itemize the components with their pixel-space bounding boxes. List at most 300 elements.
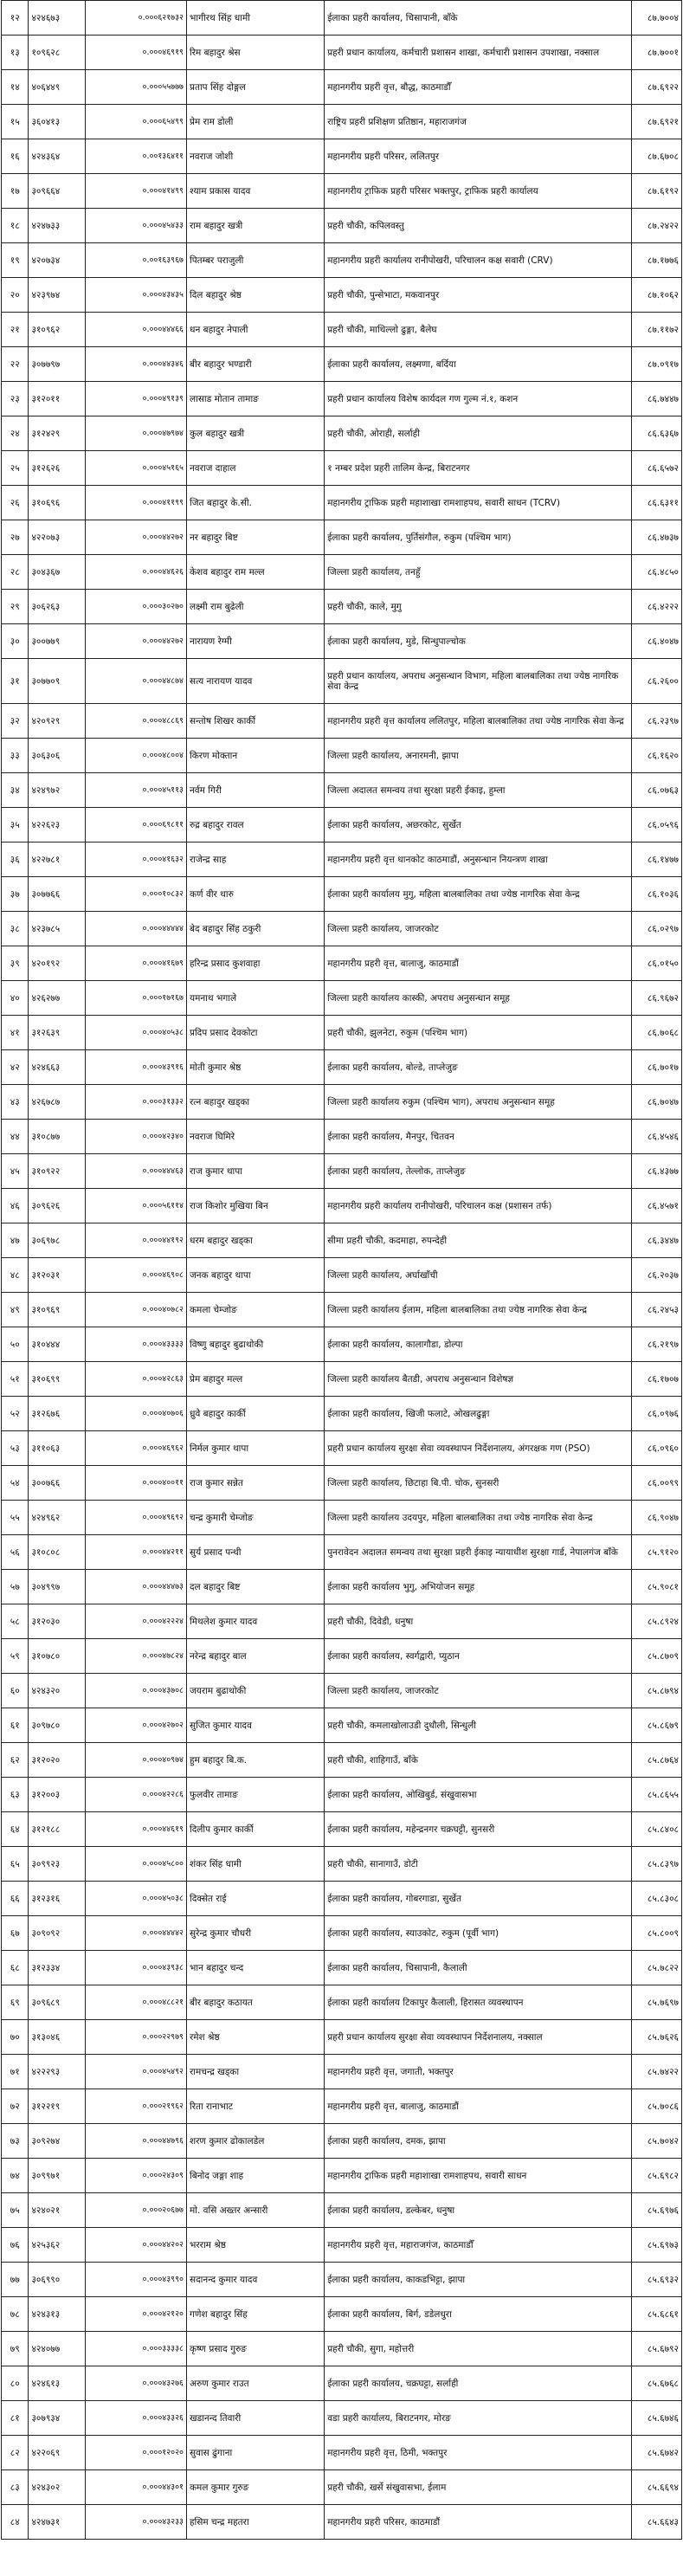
office-cell: जिल्ला प्रहरी कार्यालय ईलाम, महिला बालबालिका तथा ज्येष्ठ नागरिक सेवा केन्द्र (325, 1293, 632, 1327)
name-cell: सन्तोष शिखर कार्की (186, 704, 324, 739)
percentage-cell: ८७.१७७६ (632, 243, 682, 278)
office-cell: ईलाका प्रहरी कार्यालय, कालागौडा, डोल्पा (325, 1327, 632, 1362)
serial-number-cell: ३५ (2, 808, 29, 843)
name-cell: ध्रुवे बहादुर कार्की (186, 1397, 324, 1431)
name-cell: खडानन्द तिवारी (186, 2401, 324, 2436)
serial-number-cell: ४० (2, 981, 29, 1016)
name-cell: हरिन्द्र प्रसाद कुशवाहा (186, 946, 324, 981)
percentage-cell: ८५.९०८१ (632, 1570, 682, 1604)
table-row (2, 1223, 682, 1258)
office-cell: महानगरीय प्रहरी परिसर, काठमाडौं (325, 2505, 632, 2540)
serial-number-cell: ८४ (2, 2505, 29, 2540)
office-cell: प्रहरी चौकी, कपिलवस्तु (325, 209, 632, 243)
score-code-cell: ०.०००४७९७४ (86, 416, 187, 451)
serial-number-cell: ६१ (2, 1708, 29, 1743)
percentage-cell: ८६.३४४७ (632, 1223, 682, 1258)
serial-number-cell: ७३ (2, 2124, 29, 2159)
employee-id-cell: ३१२६३९ (29, 1016, 86, 1050)
results-table (1, 0, 682, 2540)
name-cell: शंकर सिंह धामी (186, 1847, 324, 1882)
serial-number-cell: ३८ (2, 912, 29, 946)
table-row (2, 773, 682, 808)
serial-number-cell: ५३ (2, 1431, 29, 1466)
score-code-cell: ०.०००४६९६२ (86, 1431, 187, 1466)
name-cell: जनक बहादुर थापा (186, 1258, 324, 1293)
score-code-cell: ०.०००४५१६५ (86, 451, 187, 486)
name-cell: नवराज घिमिरे (186, 1120, 324, 1154)
office-cell: प्रहरी प्रधान कार्यालय, अपराध अनुसन्धान विभाग, महिला बालबालिका तथा ज्येष्ठ नागरिक सेवा केन्द्र (325, 659, 632, 704)
table-row (2, 70, 682, 105)
serial-number-cell: ४३ (2, 1085, 29, 1120)
office-cell: १ नम्बर प्रदेश प्रहरी तालिम केन्द्र, बिराटनगर (325, 451, 632, 486)
office-cell: जिल्ला प्रहरी कार्यालय, छिटाहा बि.पी. चोक, सुनसरी (325, 1466, 632, 1501)
score-code-cell: ०.०००१७१६७ (86, 981, 187, 1016)
score-code-cell: ०.०००४५०३८ (86, 1882, 187, 1916)
table-row (2, 1466, 682, 1501)
employee-id-cell: ३०९६८९ (29, 1985, 86, 2020)
name-cell: धन बहादुर नेपाली (186, 313, 324, 347)
office-cell: ईलाका प्रहरी कार्यालय, पुर्तिसंगौल, रुकुम (पश्चिम भाग) (325, 520, 632, 555)
percentage-cell: ८५.६८६१ (632, 2297, 682, 2332)
serial-number-cell: ४५ (2, 1154, 29, 1189)
name-cell: दिलीप कुमार कार्की (186, 1812, 324, 1847)
office-cell: ईलाका प्रहरी कार्यालय मुगु, महिला बालबालिका तथा ज्येष्ठ नागरिक सेवा केन्द्र (325, 877, 632, 912)
name-cell: नवराज जोशी (186, 139, 324, 174)
table-row (2, 1708, 682, 1743)
percentage-cell: ८५.८३९७ (632, 1847, 682, 1882)
serial-number-cell: ४१ (2, 1016, 29, 1050)
percentage-cell: ८५.७०८६ (632, 2089, 682, 2124)
employee-id-cell: ३०४३६७ (29, 555, 86, 590)
percentage-cell: ८६.०५९६ (632, 808, 682, 843)
percentage-cell: ८५.७६२६ (632, 2020, 682, 2055)
employee-id-cell: ३०७७६६ (29, 877, 86, 912)
score-code-cell: ०.०००४४१९२ (86, 1223, 187, 1258)
office-cell: वडा प्रहरी कार्यालय, बिराटनगर, मोरङ (325, 2401, 632, 2436)
office-cell: ईलाका प्रहरी कार्यालय, खिजी फलाटे, ओखलढुङ्गा (325, 1397, 632, 1431)
name-cell: श्याम प्रकास यादव (186, 174, 324, 209)
score-code-cell: ०.०००४११९९ (86, 486, 187, 520)
score-code-cell: ०.०००४४७९६ (86, 2124, 187, 2159)
table-row (2, 1397, 682, 1431)
serial-number-cell: ४८ (2, 1258, 29, 1293)
percentage-cell: ८६.२०३७ (632, 1258, 682, 1293)
table-row (2, 704, 682, 739)
percentage-cell: ८५.८९२४ (632, 1604, 682, 1639)
table-row (2, 1535, 682, 1570)
score-code-cell: ०.०००४५११३ (86, 773, 187, 808)
percentage-cell: ८५.८००९ (632, 1916, 682, 1951)
score-code-cell: ०.०००४३९३८ (86, 1951, 187, 1985)
percentage-cell: ८६.२४५३ (632, 1293, 682, 1327)
name-cell: भरराम श्रेष्ठ (186, 2228, 324, 2263)
table-row (2, 382, 682, 416)
serial-number-cell: ७९ (2, 2332, 29, 2366)
office-cell: जिल्ला प्रहरी कार्यालय, जाजरकोट (325, 912, 632, 946)
name-cell: रामचन्द्र खड्का (186, 2055, 324, 2089)
table-row (2, 1327, 682, 1362)
employee-id-cell: ३१२४२९ (29, 416, 86, 451)
table-row (2, 1743, 682, 1778)
score-code-cell: ०.०००४४४४२ (86, 1916, 187, 1951)
name-cell: प्रताप सिंह दोङ्गल (186, 70, 324, 105)
name-cell: धरम बहादुर खड्का (186, 1223, 324, 1258)
score-code-cell: ०.०००४२२२४ (86, 1604, 187, 1639)
table-row (2, 451, 682, 486)
percentage-cell: ८७.२४२२ (632, 209, 682, 243)
table-row (2, 2297, 682, 2332)
name-cell: मो. वसि अख्तर अन्सारी (186, 2193, 324, 2228)
office-cell: जिल्ला प्रहरी कार्यालय, जाजरकोट (325, 1674, 632, 1708)
office-cell: ईलाका प्रहरी कार्यालय, बोल्डे, ताप्लेजुङ (325, 1050, 632, 1085)
employee-id-cell: ३६०४१३ (29, 105, 86, 139)
office-cell: महानगरीय प्रहरी वृत्त, जगाती, भक्तपुर (325, 2055, 632, 2089)
office-cell: प्रहरी चौकी, दिवेडी, धनुषा (325, 1604, 632, 1639)
serial-number-cell: १३ (2, 36, 29, 70)
score-code-cell: ०.०००६५४९९ (86, 105, 187, 139)
percentage-cell: ८६.००९९ (632, 1466, 682, 1501)
percentage-cell: ८५.६९३२ (632, 2263, 682, 2297)
office-cell: जिल्ला प्रहरी कार्यालय, अनारमनी, झापा (325, 739, 632, 773)
name-cell: सुर्य प्रसाद पन्थी (186, 1535, 324, 1570)
office-cell: ईलाका प्रहरी कार्यालय, दमक, झापा (325, 2124, 632, 2159)
score-code-cell: ०.०००४१६७९ (86, 946, 187, 981)
serial-number-cell: २८ (2, 555, 29, 590)
table-row (2, 2470, 682, 2505)
serial-number-cell: ८० (2, 2366, 29, 2401)
percentage-cell: ८६.२१९७ (632, 1327, 682, 1362)
employee-id-cell: ३०९६२६ (29, 1189, 86, 1223)
employee-id-cell: ४२२६२३ (29, 808, 86, 843)
office-cell: ईलाका प्रहरी कार्यालय, लक्ष्मणा, बर्दिया (325, 347, 632, 382)
score-code-cell: ०.०००४४६२६ (86, 555, 187, 590)
employee-id-cell: ३०९९७१ (29, 2159, 86, 2193)
percentage-cell: ८५.८७६४ (632, 1743, 682, 1778)
name-cell: हुम बहादुर बि.क. (186, 1743, 324, 1778)
employee-id-cell: ४२२७८१ (29, 843, 86, 877)
office-cell: प्रहरी चौकी, कमलाखोलाउडी दुधौली, सिन्धुली (325, 1708, 632, 1743)
serial-number-cell: २१ (2, 313, 29, 347)
serial-number-cell: ७० (2, 2020, 29, 2055)
name-cell: राजेन्द्र साह (186, 843, 324, 877)
table-row (2, 2228, 682, 2263)
office-cell: ईलाका प्रहरी कार्यालय, स्वर्गद्वारी, प्युठान (325, 1639, 632, 1674)
serial-number-cell: ६३ (2, 1778, 29, 1812)
office-cell: ईलाका प्रहरी कार्यालय, डल्केबर, धनुषा (325, 2193, 632, 2228)
percentage-cell: ८६.६५७२ (632, 451, 682, 486)
office-cell: ईलाका प्रहरी कार्यालय, महेन्द्रनगर चक्रघट्टी, सुनसरी (325, 1812, 632, 1847)
serial-number-cell: ४४ (2, 1120, 29, 1154)
employee-id-cell: ३१२६७६ (29, 1397, 86, 1431)
percentage-cell: ८६.१४७७ (632, 843, 682, 877)
table-row (2, 1847, 682, 1882)
score-code-cell: ०.०००४४२०२ (86, 2228, 187, 2263)
name-cell: बिनोद जङ्गा शाह (186, 2159, 324, 2193)
score-code-cell: ०.०००४०७०६ (86, 1397, 187, 1431)
name-cell: दिक्सेत राई (186, 1882, 324, 1916)
percentage-cell: ८५.६९८२ (632, 2159, 682, 2193)
score-code-cell: ०.०००४४३०१ (86, 2470, 187, 2505)
percentage-cell: ८५.८६७९ (632, 1708, 682, 1743)
table-row (2, 912, 682, 946)
office-cell: जिल्ला प्रहरी कार्यालय, तनहुँ (325, 555, 632, 590)
name-cell: जित बहादुर के.सी. (186, 486, 324, 520)
percentage-cell: ८५.८६५५ (632, 1778, 682, 1812)
office-cell: ईलाका प्रहरी कार्यालय, मुडे, सिन्धुपाल्चोक (325, 624, 632, 659)
score-code-cell: ०.०००४५४३३ (86, 209, 187, 243)
employee-id-cell: ३०४९९७ (29, 1570, 86, 1604)
office-cell: राष्ट्रिय प्रहरी प्रशिक्षण प्रतिष्ठान, महाराजगंज (325, 105, 632, 139)
serial-number-cell: ६६ (2, 1882, 29, 1916)
employee-id-cell: ३१०७८० (29, 1639, 86, 1674)
employee-id-cell: ४२४९६२ (29, 1501, 86, 1535)
serial-number-cell: ६९ (2, 1985, 29, 2020)
serial-number-cell: ८२ (2, 2436, 29, 2470)
percentage-cell: ८५.६६४३ (632, 2505, 682, 2540)
table-row (2, 1985, 682, 2020)
table-row (2, 1674, 682, 1708)
percentage-cell: ८५.६७९२ (632, 2332, 682, 2366)
office-cell: ईलाका प्रहरी कार्यालय, गोबरगाडा, सुर्खेत (325, 1882, 632, 1916)
name-cell: कृष्ण प्रसाद गुरुङ (186, 2332, 324, 2366)
serial-number-cell: १९ (2, 243, 29, 278)
table-row (2, 946, 682, 981)
office-cell: प्रहरी प्रधान कार्यालय, कर्मचारी प्रशासन शाखा, कर्मचारी प्रशासन उपशाखा, नक्साल (325, 36, 632, 70)
employee-id-cell: ४२६२७७ (29, 981, 86, 1016)
score-code-cell: ०.०००४४२७२ (86, 624, 187, 659)
percentage-cell: ८६.२३९७ (632, 704, 682, 739)
score-code-cell: ०.०००२२९७९ (86, 2020, 187, 2055)
table-row (2, 347, 682, 382)
percentage-cell: ८६.१७०७ (632, 1362, 682, 1397)
results-table-body (2, 1, 682, 2540)
serial-number-cell: ३० (2, 624, 29, 659)
name-cell: सत्य नारायण यादव (186, 659, 324, 704)
serial-number-cell: ३९ (2, 946, 29, 981)
table-row (2, 174, 682, 209)
office-cell: प्रहरी चौकी, सुगा, महोत्तरी (325, 2332, 632, 2366)
percentage-cell: ८६.०९७६ (632, 1397, 682, 1431)
office-cell: जिल्ला प्रहरी कार्यालय कास्की, अपराध अनुसन्धान समूह (325, 981, 632, 1016)
employee-id-cell: ४२४६१३ (29, 2366, 86, 2401)
percentage-cell: ८६.९०४७ (632, 1501, 682, 1535)
name-cell: पितम्बर पराजुली (186, 243, 324, 278)
percentage-cell: ८६.०१५० (632, 946, 682, 981)
serial-number-cell: ७८ (2, 2297, 29, 2332)
employee-id-cell: ४२६७८७ (29, 1085, 86, 1120)
name-cell: फुलवीर तामाङ (186, 1778, 324, 1812)
score-code-cell: ०.०००४४४७३ (86, 1570, 187, 1604)
name-cell: सदानन्द कुमार यादव (186, 2263, 324, 2297)
name-cell: दल बहादुर बिष्ट (186, 1570, 324, 1604)
office-cell: महानगरीय प्रहरी कार्यालय रानीपोखरी, परिचालन कक्ष (प्रशासन तर्फ) (325, 1189, 632, 1223)
percentage-cell: ८६.०९६० (632, 1431, 682, 1466)
score-code-cell: ०.०००४२७०२ (86, 1708, 187, 1743)
percentage-cell: ८७.११७२ (632, 313, 682, 347)
name-cell: अरुण कुमार राउत (186, 2366, 324, 2401)
office-cell: प्रहरी चौकी, पुन्सेभाटा, मकवानपुर (325, 278, 632, 313)
table-row (2, 36, 682, 70)
percentage-cell: ८६.७०४७ (632, 1085, 682, 1120)
percentage-cell: ८५.८३०८ (632, 1882, 682, 1916)
serial-number-cell: १२ (2, 1, 29, 36)
serial-number-cell: २६ (2, 486, 29, 520)
serial-number-cell: ६२ (2, 1743, 29, 1778)
employee-id-cell: ३०७७९७ (29, 347, 86, 382)
employee-id-cell: ३१०६९६ (29, 486, 86, 520)
serial-number-cell: २२ (2, 347, 29, 382)
employee-id-cell: ३१०९६९ (29, 1293, 86, 1327)
office-cell: प्रहरी चौकी, माथिल्लो ढुङ्गा, बैलेघ (325, 313, 632, 347)
office-cell: महानगरीय प्रहरी वृत्त धानकोट काठमाडौं, अनुसन्धान नियन्त्रण शाखा (325, 843, 632, 877)
score-code-cell: ०.०००५५७७७ (86, 70, 187, 105)
score-code-cell: ०.०००४३२३३ (86, 2505, 187, 2540)
office-cell: पुनरावेदन अदालत समन्वय तथा सुरक्षा प्रहरी ईकाइ न्यायाधीश सुरक्षा गार्ड, नेपालगंज बाँके (325, 1535, 632, 1570)
employee-id-cell: ३१२००३ (29, 1778, 86, 1812)
serial-number-cell: ५९ (2, 1639, 29, 1674)
employee-id-cell: ४२४३२० (29, 1674, 86, 1708)
employee-id-cell: ३१२०२० (29, 1743, 86, 1778)
score-code-cell: ०.०००४३७०८ (86, 1674, 187, 1708)
office-cell: प्रहरी प्रधान कार्यालय सुरक्षा सेवा व्यवस्थापन निर्देशनालय, नक्साल (325, 2020, 632, 2055)
serial-number-cell: ५० (2, 1327, 29, 1362)
serial-number-cell: १६ (2, 139, 29, 174)
table-row (2, 843, 682, 877)
percentage-cell: ८६.४२२२ (632, 590, 682, 624)
table-row (2, 590, 682, 624)
percentage-cell: ८६.४५४६ (632, 1120, 682, 1154)
table-row (2, 808, 682, 843)
name-cell: रमेश श्रेष्ठ (186, 2020, 324, 2055)
percentage-cell: ८६.७४४७ (632, 382, 682, 416)
table-row (2, 313, 682, 347)
employee-id-cell: ४२०७३४ (29, 243, 86, 278)
table-row (2, 1293, 682, 1327)
employee-id-cell: ४२४०२१ (29, 2193, 86, 2228)
employee-id-cell: ३०७९३४ (29, 2401, 86, 2436)
score-code-cell: ०.००१३६४११ (86, 139, 187, 174)
employee-id-cell: ३१०८७७ (29, 1120, 86, 1154)
percentage-cell: ८६.२६०० (632, 659, 682, 704)
serial-number-cell: ५७ (2, 1570, 29, 1604)
score-code-cell: ०.०००२४३०९ (86, 2159, 187, 2193)
serial-number-cell: ७४ (2, 2159, 29, 2193)
table-row (2, 2332, 682, 2366)
score-code-cell: ०.०००४००११ (86, 1466, 187, 1501)
serial-number-cell: ६८ (2, 1951, 29, 1985)
serial-number-cell: ३२ (2, 704, 29, 739)
office-cell: जिल्ला अदालत समन्वय तथा सुरक्षा प्रहरी ईकाइ, हुम्ला (325, 773, 632, 808)
name-cell: रत्न बहादुर खड्का (186, 1085, 324, 1120)
serial-number-cell: ५१ (2, 1362, 29, 1397)
percentage-cell: ८५.७४२२ (632, 2055, 682, 2089)
serial-number-cell: ६४ (2, 1812, 29, 1847)
name-cell: राम बहादुर खत्री (186, 209, 324, 243)
employee-id-cell: ३०९७८० (29, 1708, 86, 1743)
employee-id-cell: ४२४९७२ (29, 773, 86, 808)
employee-id-cell: ४२४७३३ (29, 209, 86, 243)
table-row (2, 2055, 682, 2089)
percentage-cell: ८७.६९२२ (632, 70, 682, 105)
employee-id-cell: ३०९२७४ (29, 2124, 86, 2159)
score-code-cell: ०.०००२१९६२ (86, 2089, 187, 2124)
table-row (2, 1916, 682, 1951)
score-code-cell: ०.०००५६११४ (86, 1189, 187, 1223)
name-cell: प्रदिप प्रसाद देवकोटा (186, 1016, 324, 1050)
score-code-cell: ०.०००३१३३२ (86, 1085, 187, 1120)
employee-id-cell: ३१०८०८ (29, 1535, 86, 1570)
percentage-cell: ८६.९६७२ (632, 981, 682, 1016)
score-code-cell: ०.०००४०५३८ (86, 1016, 187, 1050)
office-cell: ईलाका प्रहरी कार्यालय, अछरकोट, सुर्खेत (325, 808, 632, 843)
percentage-cell: ८६.४८५० (632, 555, 682, 590)
name-cell: दिल बहादुर श्रेष्ठ (186, 278, 324, 313)
serial-number-cell: २५ (2, 451, 29, 486)
office-cell: ईलाका प्रहरी कार्यालय, मैनपुर, चितवन (325, 1120, 632, 1154)
serial-number-cell: ३१ (2, 659, 29, 704)
score-code-cell: ०.०००४४२७२ (86, 520, 187, 555)
score-code-cell: ०.०००४०७८२ (86, 1293, 187, 1327)
score-code-cell: ०.०००३०२७० (86, 590, 187, 624)
table-row (2, 1778, 682, 1812)
score-code-cell: ०.०००४७८२४ (86, 1639, 187, 1674)
name-cell: जयराम बुढाथोकी (186, 1674, 324, 1708)
office-cell: महानगरीय ट्राफिक प्रहरी परिसर भक्तपुर, ट्राफिक प्रहरी कार्यालय (325, 174, 632, 209)
employee-id-cell: ३०६९७८ (29, 1223, 86, 1258)
employee-id-cell: ३००७६६ (29, 1466, 86, 1501)
name-cell: केशव बहादुर राम मल्ल (186, 555, 324, 590)
office-cell: प्रहरी प्रधान कार्यालय सुरक्षा सेवा व्यवस्थापन निर्देशनालय, अंगरक्षक गण (PSO) (325, 1431, 632, 1466)
office-cell: महानगरीय ट्राफिक प्रहरी महाशाखा रामशाहपथ, सवारी साधन (TCRV) (325, 486, 632, 520)
table-row (2, 1570, 682, 1604)
score-code-cell: ०.०००२०६७७ (86, 2193, 187, 2228)
office-cell: प्रहरी चौकी, ओराही, सर्लाही (325, 416, 632, 451)
serial-number-cell: ३७ (2, 877, 29, 912)
serial-number-cell: ६० (2, 1674, 29, 1708)
serial-number-cell: ७७ (2, 2263, 29, 2297)
employee-id-cell: ३१२१८८ (29, 1812, 86, 1847)
employee-id-cell: ३१०९२२ (29, 1154, 86, 1189)
serial-number-cell: १८ (2, 209, 29, 243)
table-row (2, 1431, 682, 1466)
score-code-cell: ०.०००४३९१६ (86, 1050, 187, 1085)
percentage-cell: ८६.०२९७ (632, 912, 682, 946)
office-cell: ईलाका प्रहरी कार्यालय, चिसापानी, बाँके (325, 1, 632, 36)
office-cell: जिल्ला प्रहरी कार्यालय, अर्घाखाँची (325, 1258, 632, 1293)
table-row (2, 1362, 682, 1397)
percentage-cell: ८६.७०१७ (632, 1050, 682, 1085)
table-row (2, 1189, 682, 1223)
table-row (2, 278, 682, 313)
table-row (2, 1951, 682, 1985)
table-row (2, 243, 682, 278)
serial-number-cell: ८३ (2, 2470, 29, 2505)
office-cell: महानगरीय प्रहरी वृत्त, ठिमी, भक्तपुर (325, 2436, 632, 2470)
name-cell: निर्मल कुमार थापा (186, 1431, 324, 1466)
score-code-cell: ०.०००४६९०८ (86, 1258, 187, 1293)
serial-number-cell: १५ (2, 105, 29, 139)
employee-id-cell: ३०६२६३ (29, 590, 86, 624)
table-row (2, 2505, 682, 2540)
serial-number-cell: ४९ (2, 1293, 29, 1327)
percentage-cell: ८५.६९७३ (632, 2228, 682, 2263)
table-row (2, 2193, 682, 2228)
percentage-cell: ८५.६९७६ (632, 2193, 682, 2228)
name-cell: लासाड मोतान तामाङ (186, 382, 324, 416)
percentage-cell: ८५.८७९४ (632, 1674, 682, 1708)
percentage-cell: ८६.४५७१ (632, 1189, 682, 1223)
serial-number-cell: ४६ (2, 1189, 29, 1223)
